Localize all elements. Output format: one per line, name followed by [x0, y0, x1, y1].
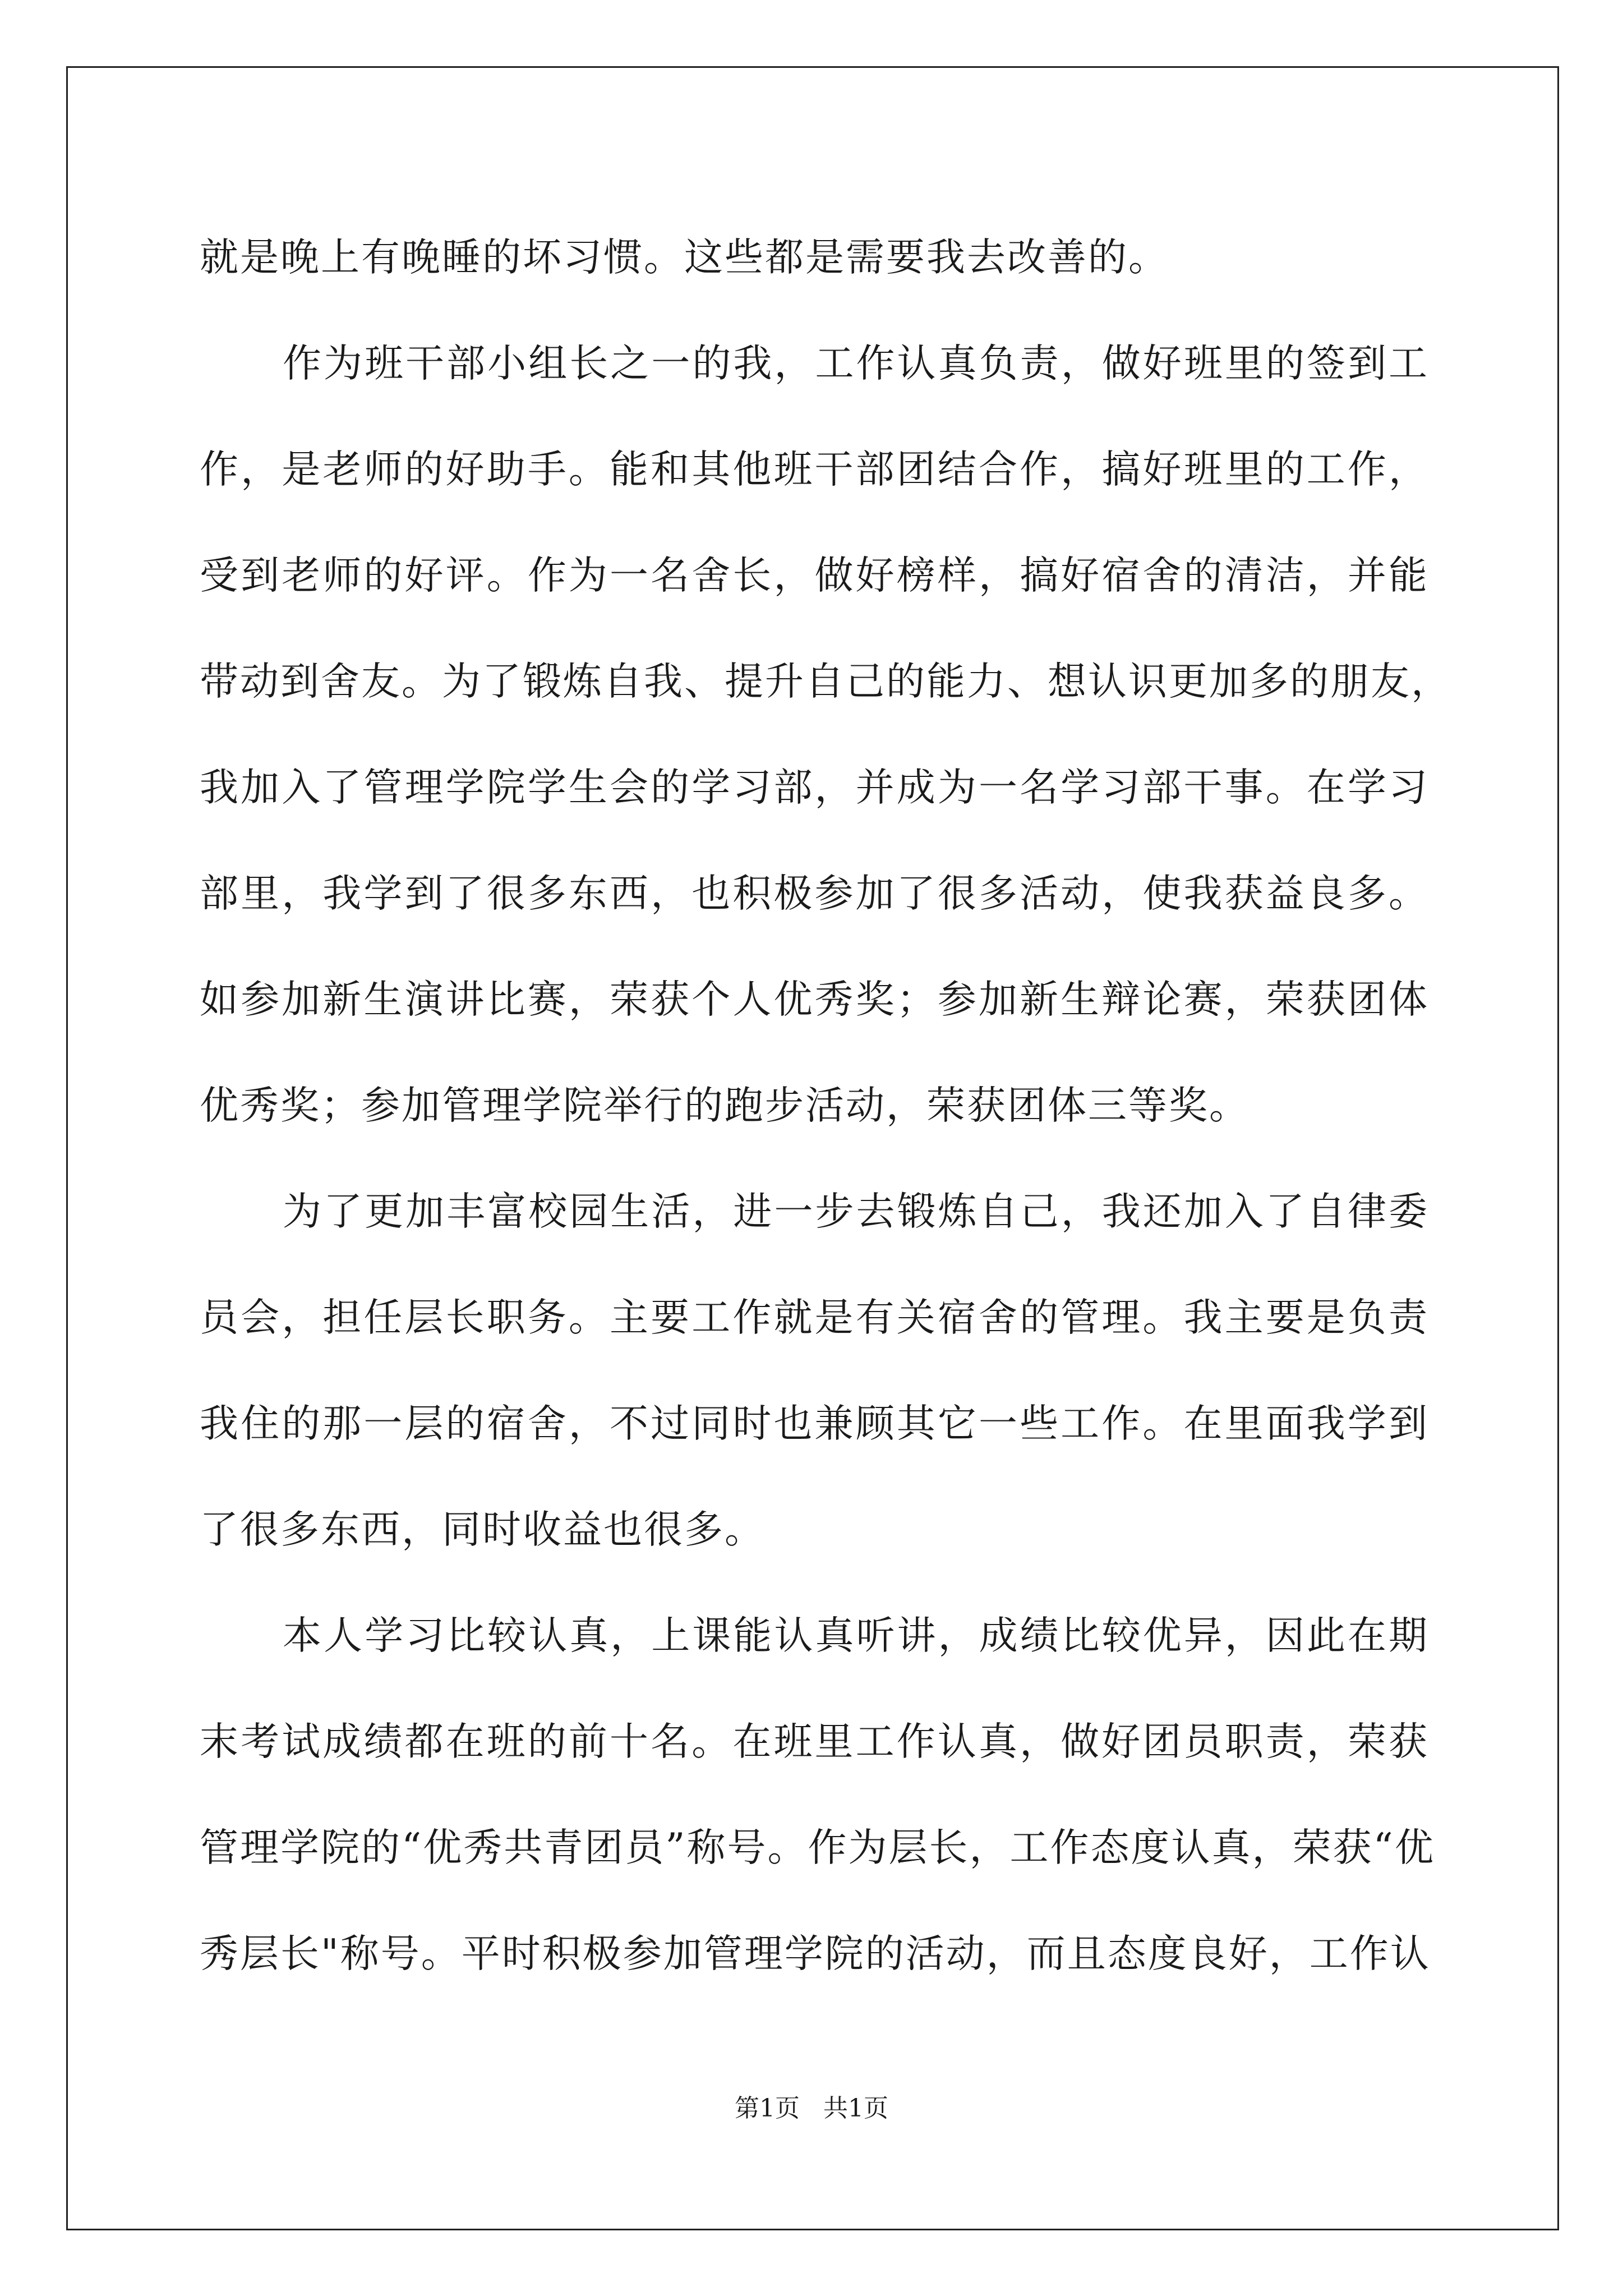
- text-line: 了很多东西，同时收益也很多。: [200, 1507, 765, 1552]
- document-body: [200, 205, 1451, 2007]
- text-line: 作，是老师的好助手。能和其他班干部团结合作，搞好班里的工作，: [200, 447, 1429, 492]
- text-line: 我住的那一层的宿舍，不过同时也兼顾其它一些工作。在里面我学到: [200, 1401, 1429, 1446]
- text-line: 末考试成绩都在班的前十名。在班里工作认真，做好团员职责，荣获: [200, 1719, 1429, 1764]
- text-line: 如参加新生演讲比赛，荣获个人优秀奖；参加新生辩论赛，荣获团体: [200, 977, 1429, 1022]
- text-line: 员会，担任层长职务。主要工作就是有关宿舍的管理。我主要是负责: [200, 1295, 1429, 1340]
- text-line: 管理学院的“优秀共青团员”称号。作为层长，工作态度认真，荣获“优: [200, 1825, 1435, 1870]
- text-line: 受到老师的好评。作为一名舍长，做好榜样，搞好宿舍的清洁，并能: [200, 553, 1429, 598]
- text-line: 秀层长"称号。平时积极参加管理学院的活动，而且态度良好，工作认: [200, 1931, 1431, 1976]
- text-line: 我加入了管理学院学生会的学习部，并成为一名学习部干事。在学习: [200, 765, 1429, 810]
- text-line: 作为班干部小组长之一的我，工作认真负责，做好班里的签到工: [283, 341, 1429, 386]
- text-line: 就是晚上有晚睡的坏习惯。这些都是需要我去改善的。: [200, 235, 1169, 280]
- text-line: 带动到舍友。为了锻炼自我、提升自己的能力、想认识更加多的朋友，: [200, 659, 1451, 704]
- page-footer: 第1页 共1页: [735, 2094, 888, 2123]
- text-line: 本人学习比较认真，上课能认真听讲，成绩比较优异，因此在期: [283, 1613, 1429, 1658]
- text-line: 为了更加丰富校园生活，进一步去锻炼自己，我还加入了自律委: [283, 1189, 1429, 1234]
- text-line: 部里，我学到了很多东西，也积极参加了很多活动，使我获益良多。: [200, 871, 1429, 916]
- text-line: 优秀奖；参加管理学院举行的跑步活动，荣获团体三等奖。: [200, 1083, 1249, 1128]
